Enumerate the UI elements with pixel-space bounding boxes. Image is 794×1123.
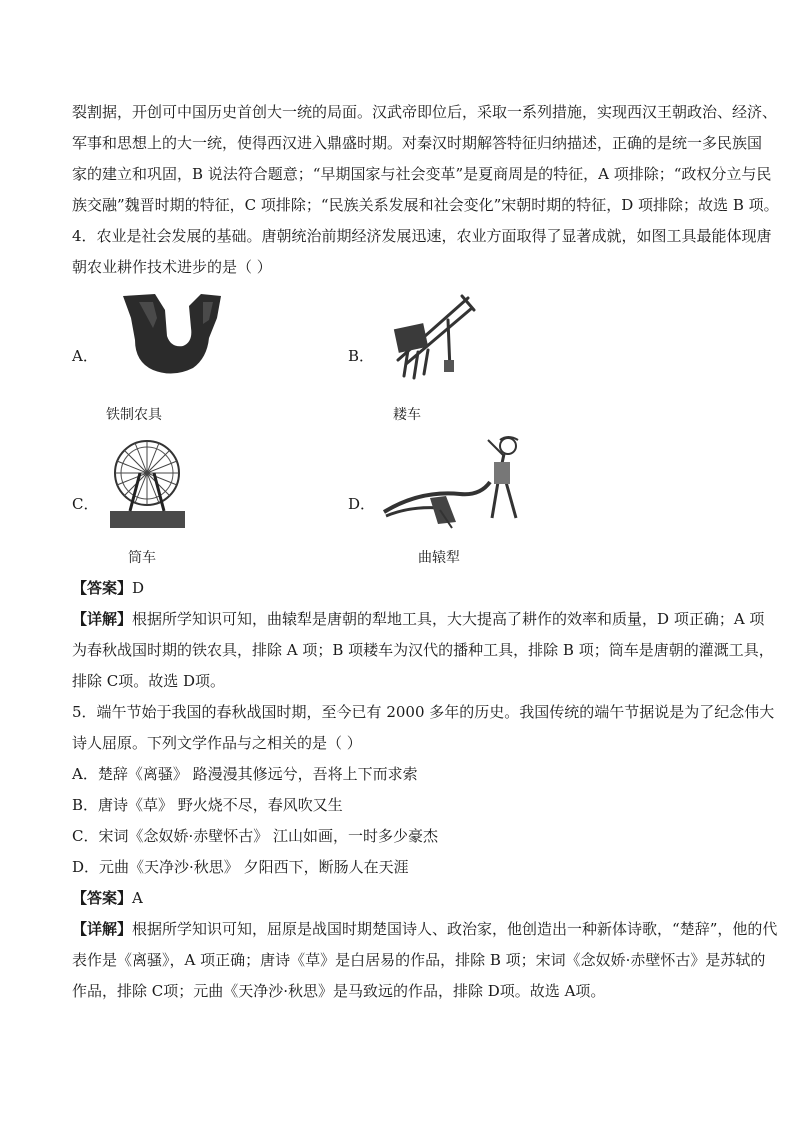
detail-tag: 【详解】 xyxy=(72,610,133,628)
option-b-caption: 耧车 xyxy=(393,407,421,423)
option-c-letter[interactable]: C． xyxy=(72,495,99,513)
detail-line: 为春秋战国时期的铁农具，排除 A 项；B 项耧车为汉代的播种工具，排除 B 项；筒车是唐朝的灌溉工具， xyxy=(72,641,774,659)
option-a-letter[interactable]: A． xyxy=(72,347,98,365)
question-line: 5．端午节始于我国的春秋战国时期，至今已有 2000 多年的历史。我国传统的端午节据说是为了纪念伟大 xyxy=(72,703,775,721)
answer-tag: 【答案】 xyxy=(72,579,133,597)
question-line: 朝农业耕作技术进步的是（ ） xyxy=(72,258,272,276)
text-line: 家的建立和巩固，B 说法符合题意；“早期国家与社会变革”是夏商周是的特征，A 项排除；“政权分立与民 xyxy=(72,165,772,183)
seed-drill-icon xyxy=(378,290,478,382)
text-line: 族交融”魏晋时期的特征，C 项排除；“民族关系发展和社会变化”宋朝时期的特征，D 项排除；故选 B 项。 xyxy=(72,196,779,214)
option-d-letter[interactable]: D． xyxy=(348,495,376,513)
answer-value: D xyxy=(132,579,145,597)
q3-explanation-tail xyxy=(72,97,779,221)
text-line: 军事和思想上的大一统，使得西汉进入鼎盛时期。对秦汉时期解答特征归纳描述，正确的是统一多民族国 xyxy=(72,134,763,152)
answer-value: A xyxy=(132,889,143,907)
option-c-caption: 筒车 xyxy=(128,550,156,566)
detail-line: 作品，排除 C项；元曲《天净沙·秋思》是马致远的作品，排除 D项。故选 A项。 xyxy=(72,982,606,1000)
water-wheel-icon xyxy=(110,433,185,528)
answer-line xyxy=(72,883,732,914)
q4-stem xyxy=(72,221,772,283)
curved-shaft-plough-icon xyxy=(380,432,530,530)
text-line: 裂割据，开创可中国历史首创大一统的局面。汉武帝即位后，采取一系列措施，实现西汉王朝政治、经济、 xyxy=(72,103,778,121)
option-a[interactable]: A．楚辞《离骚》 路漫漫其修远兮，吾将上下而求索 xyxy=(72,765,418,783)
q4-answer-block xyxy=(72,573,774,697)
detail-line: 表作是《离骚》，A 项正确；唐诗《草》是白居易的作品，排除 B 项；宋词《念奴娇·赤壁怀古》是苏轼的 xyxy=(72,951,766,969)
iron-farm-tool-icon xyxy=(113,288,228,380)
detail-line xyxy=(72,604,765,635)
option-d-caption: 曲辕犁 xyxy=(418,550,460,566)
detail-tag: 【详解】 xyxy=(72,920,133,938)
option-a-caption: 铁制农具 xyxy=(106,407,162,423)
option-c[interactable]: C．宋词《念奴娇·赤壁怀古》 江山如画，一时多少豪杰 xyxy=(72,827,439,845)
q5-block xyxy=(72,697,778,1007)
detail-text: 根据所学知识可知，曲辕犁是唐朝的犁地工具，大大提高了耕作的效率和质量，D 项正确；A 项 xyxy=(132,610,765,628)
detail-line: 排除 C项。故选 D项。 xyxy=(72,672,226,690)
answer-tag: 【答案】 xyxy=(72,889,133,907)
option-d[interactable]: D．元曲《天净沙·秋思》 夕阳西下，断肠人在天涯 xyxy=(72,858,409,876)
option-b[interactable]: B．唐诗《草》 野火烧不尽，春风吹又生 xyxy=(72,796,343,814)
question-line: 4．农业是社会发展的基础。唐朝统治前期经济发展迅速，农业方面取得了显著成就，如图工具最能体现唐 xyxy=(72,227,772,245)
detail-text: 根据所学知识可知，屈原是战国时期楚国诗人、政治家，他创造出一种新体诗歌，“楚辞”，他的代 xyxy=(132,920,778,938)
option-b-letter[interactable]: B． xyxy=(348,347,375,365)
detail-line xyxy=(72,914,778,945)
answer-line xyxy=(72,573,732,604)
question-line: 诗人屈原。下列文学作品与之相关的是（ ） xyxy=(72,734,362,752)
